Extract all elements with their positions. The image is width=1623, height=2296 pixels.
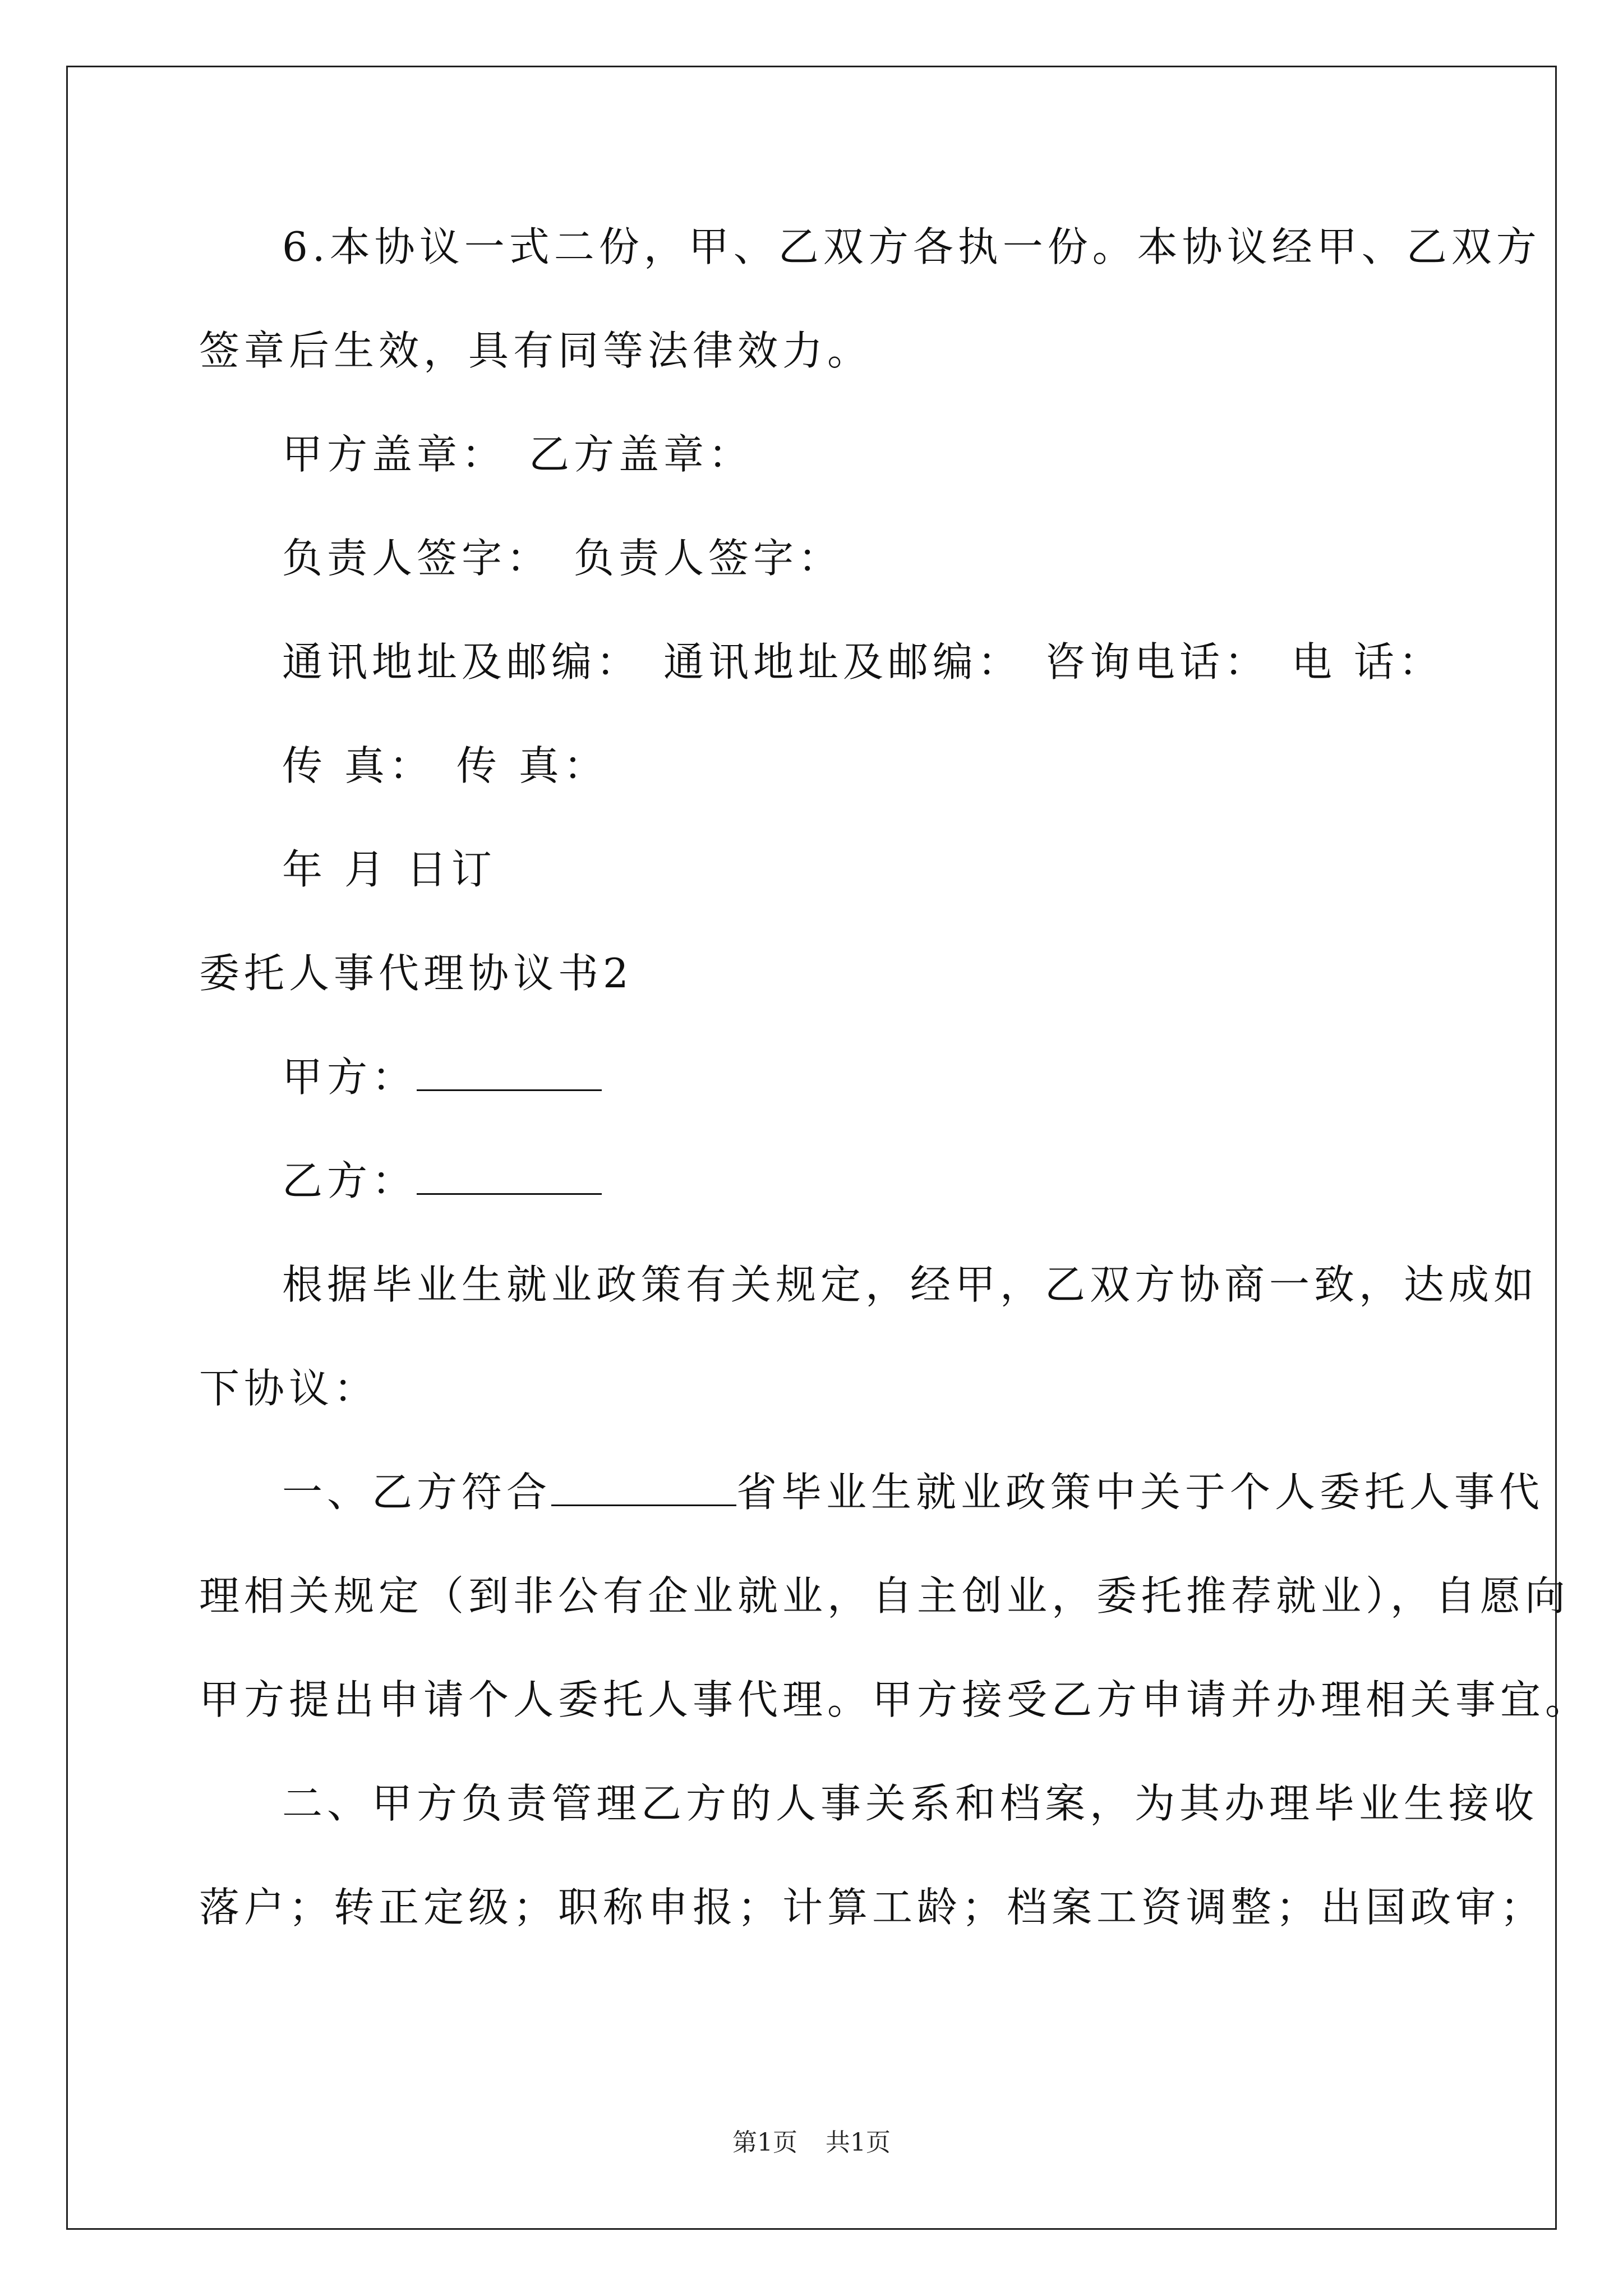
section-title: 委托人事代理协议书2 [199, 950, 633, 997]
page-total: 共1页 [826, 2128, 891, 2157]
paragraph-line: 下协议： [199, 1365, 379, 1412]
party-a-signature-label: 负责人签字： [282, 535, 552, 582]
party-b-fax-label: 传 真： [456, 742, 608, 789]
paragraph-line: 签章后生效，具有同等法律效力。 [199, 327, 873, 374]
party-b-seal-label: 乙方盖章： [529, 431, 754, 478]
paragraph-line: 6.本协议一式二份，甲、乙双方各执一份。本协议经甲、乙双方 [282, 223, 1541, 270]
party-b-signature-label: 负责人签字： [574, 535, 843, 582]
consult-phone-label: 咨询电话： [1045, 638, 1270, 685]
party-b-line: 乙方： [282, 1153, 602, 1209]
party-a-line: 甲方： [282, 1049, 602, 1105]
paragraph-line: 二、甲方负责管理乙方的人事关系和档案，为其办理毕业生接收 [282, 1780, 1539, 1827]
paragraph-line: 根据毕业生就业政策有关规定，经甲，乙双方协商一致，达成如 [282, 1261, 1539, 1308]
province-blank [551, 1471, 736, 1506]
seal-line [282, 426, 753, 482]
party-b-address-label: 通讯地址及邮编： [663, 638, 1023, 685]
party-a-address-label: 通讯地址及邮编： [282, 638, 642, 685]
paragraph-line: 理相关规定（到非公有企业就业，自主创业，委托推荐就业），自愿向 [199, 1572, 1570, 1619]
clause-one-line: 一、乙方符合 省毕业生就业政策中关于个人委托人事代 [282, 1469, 1544, 1516]
page-number: 第1页 [732, 2128, 797, 2157]
party-a-seal-label: 甲方盖章： [282, 431, 507, 478]
signature-line [282, 530, 843, 586]
party-a-fax-label: 传 真： [282, 742, 434, 789]
date-line: 年 月 日订 [282, 846, 496, 893]
address-line [282, 634, 1444, 690]
paragraph-line: 甲方提出申请个人委托人事代理。甲方接受乙方申请并办理相关事宜。 [199, 1676, 1590, 1723]
party-b-blank [417, 1159, 602, 1195]
phone-label: 电 话： [1292, 638, 1444, 685]
fax-line [282, 738, 608, 794]
paragraph-line: 落户；转正定级；职称申报；计算工龄；档案工资调整；出国政审； [199, 1884, 1546, 1931]
party-a-blank [417, 1056, 602, 1091]
page-footer [0, 2126, 1623, 2160]
